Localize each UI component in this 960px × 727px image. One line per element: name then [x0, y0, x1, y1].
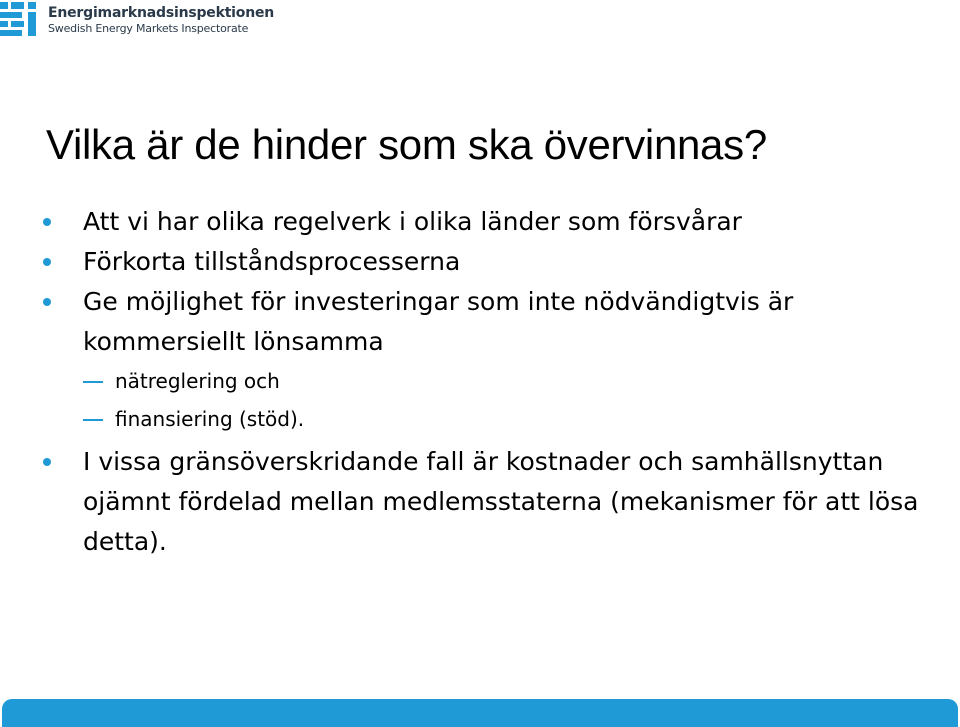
sub-bullet-text: nätreglering och	[115, 369, 280, 393]
slide-content	[40, 202, 940, 562]
bullet-dot-icon	[43, 218, 51, 226]
bullet-dot-icon	[43, 458, 51, 466]
bullet-item	[40, 282, 940, 362]
bullet-item	[40, 242, 940, 282]
dash-icon	[83, 381, 103, 383]
logo-name: Energimarknadsinspektionen	[48, 5, 275, 21]
logo-subtitle: Swedish Energy Markets Inspectorate	[48, 22, 249, 35]
ei-logo-icon	[0, 2, 40, 36]
bullet-text: Förkorta tillståndsprocesserna	[83, 247, 461, 276]
bullet-text: Att vi har olika regelverk i olika länder som försvårar	[83, 207, 742, 236]
footer-bar	[2, 699, 958, 727]
bullet-text: Ge möjlighet för investeringar som inte nödvändigtvis är kommersiellt lönsamma	[83, 287, 794, 356]
logo	[0, 0, 275, 42]
bullet-dot-icon	[43, 258, 51, 266]
bullet-item	[40, 202, 940, 242]
slide-title: Vilka är de hinder som ska övervinnas?	[46, 121, 767, 168]
bullet-text: I vissa gränsöverskridande fall är kostnader och samhällsnyttan ojämnt fördelad mellan medlemsstaterna (mekanismer för att lösa detta).	[83, 447, 919, 556]
sub-bullet-item	[40, 362, 940, 400]
sub-bullet-item	[40, 400, 940, 438]
bullet-dot-icon	[43, 298, 51, 306]
sub-bullet-text: finansiering (stöd).	[115, 407, 305, 431]
dash-icon	[83, 419, 103, 421]
bullet-item	[40, 442, 940, 562]
